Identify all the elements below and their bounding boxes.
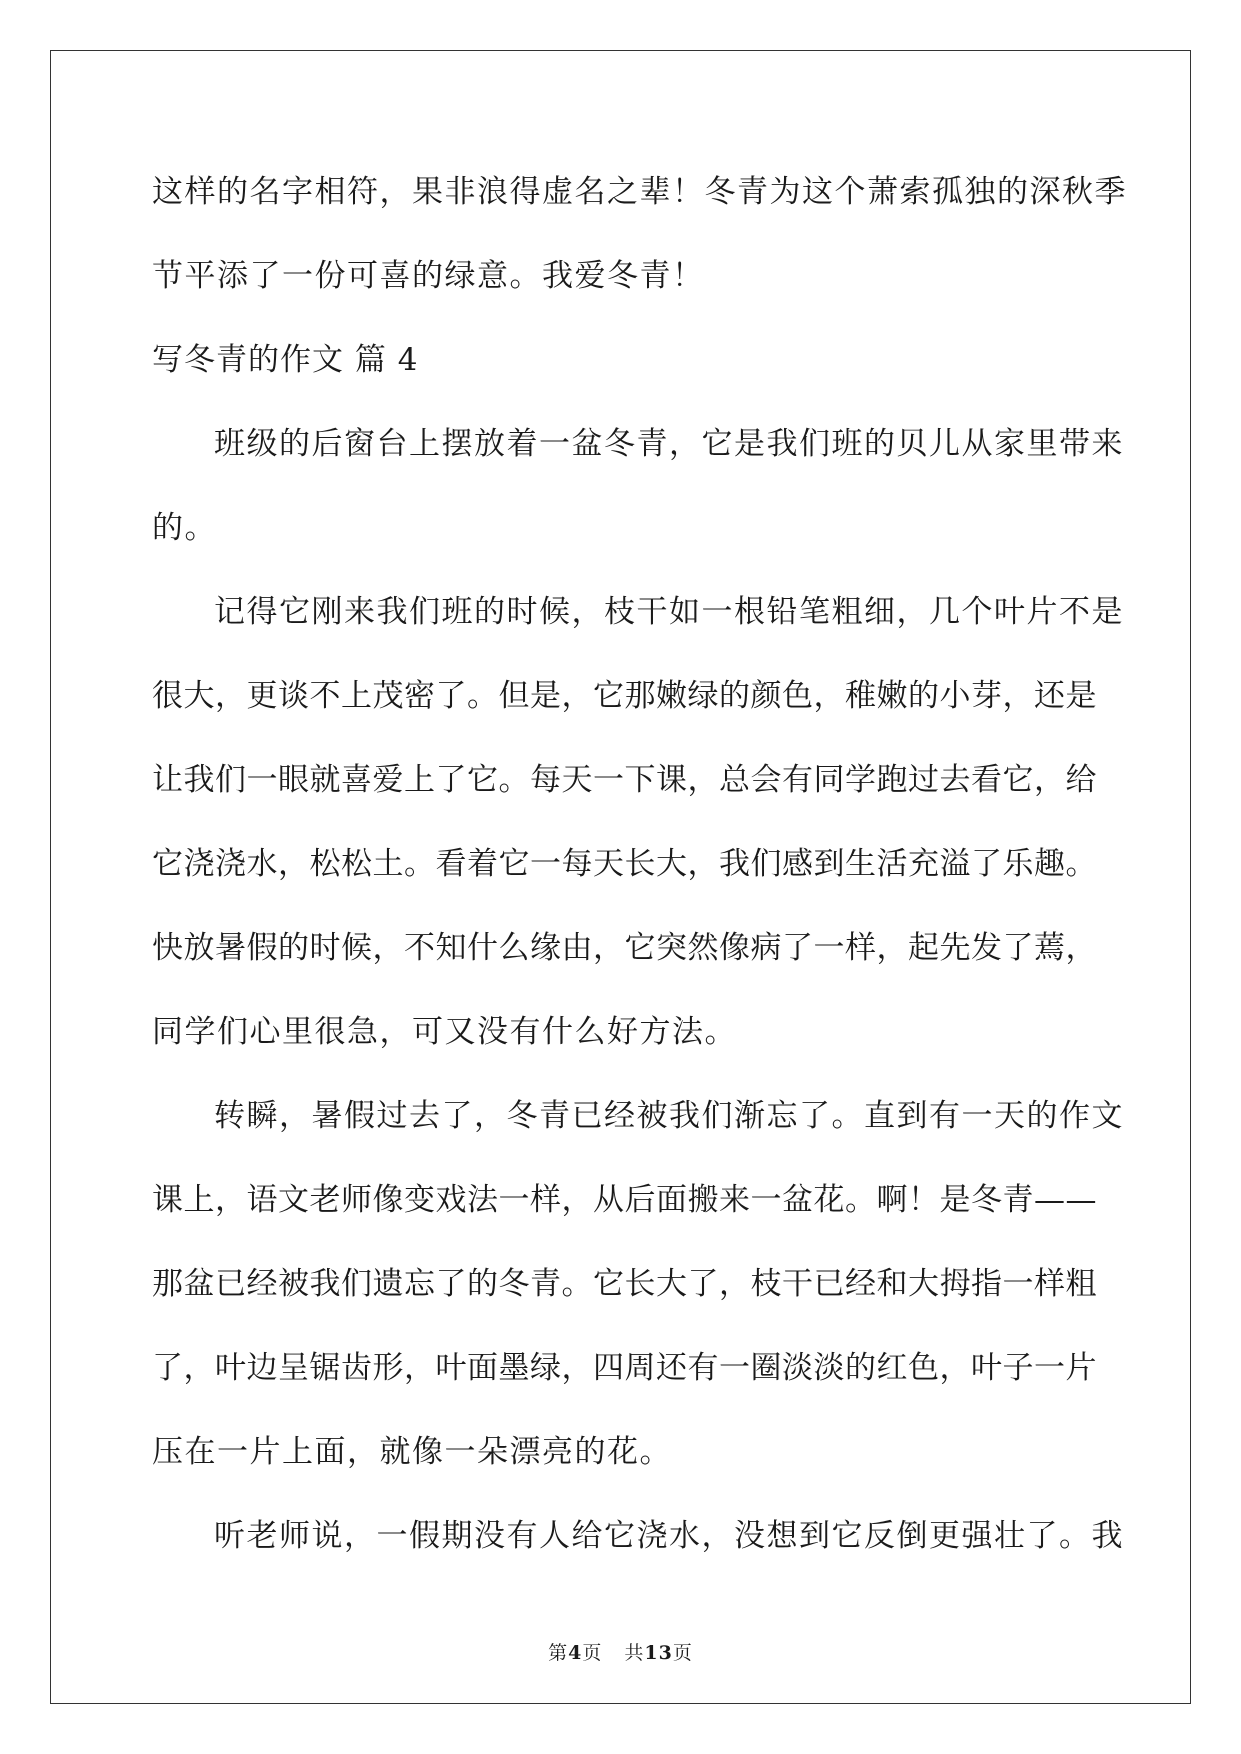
section-heading: 写冬青的作文 篇 4 — [152, 342, 419, 378]
document-body — [152, 160, 1127, 1588]
footer-prefix: 第 — [548, 1642, 569, 1664]
paragraph-first-line: 转瞬，暑假过去了，冬青已经被我们渐忘了。直到有一天的作文 — [214, 1098, 1124, 1134]
text-line: 很大，更谈不上茂密了。但是，它那嫩绿的颜色，稚嫩的小芽，还是 — [152, 678, 1097, 714]
total-pages-number: 13 — [644, 1642, 673, 1664]
text-line: 它浇浇水，松松土。看着它一每天长大，我们感到生活充溢了乐趣。 — [152, 846, 1097, 882]
text-line: 同学们心里很急，可又没有什么好方法。 — [152, 1014, 737, 1050]
paragraph-first-line: 听老师说，一假期没有人给它浇水，没想到它反倒更强壮了。我 — [214, 1518, 1124, 1554]
text-line: 压在一片上面，就像一朵漂亮的花。 — [152, 1434, 672, 1470]
current-page-number: 4 — [568, 1642, 583, 1664]
footer-total-suffix: 页 — [672, 1642, 693, 1664]
text-line: 了，叶边呈锯齿形，叶面墨绿，四周还有一圈淡淡的红色，叶子一片 — [152, 1350, 1097, 1386]
text-line: 快放暑假的时候，不知什么缘由，它突然像病了一样，起先发了蔫， — [152, 930, 1097, 966]
paragraph-first-line: 班级的后窗台上摆放着一盆冬青，它是我们班的贝儿从家里带来 — [214, 426, 1124, 462]
paragraph-first-line: 记得它刚来我们班的时候，枝干如一根铅笔粗细，几个叶片不是 — [214, 594, 1124, 630]
footer-page-suffix: 页 — [582, 1642, 603, 1664]
text-line: 这样的名字相符，果非浪得虚名之辈！冬青为这个萧索孤独的深秋季 — [152, 174, 1127, 210]
page-footer — [0, 1638, 1241, 1665]
text-line: 的。 — [152, 510, 217, 546]
text-line: 让我们一眼就喜爱上了它。每天一下课，总会有同学跑过去看它，给 — [152, 762, 1097, 798]
text-line: 课上，语文老师像变戏法一样，从后面搬来一盆花。啊！是冬青—— — [152, 1182, 1097, 1218]
text-line: 节平添了一份可喜的绿意。我爱冬青！ — [152, 258, 705, 294]
text-line: 那盆已经被我们遗忘了的冬青。它长大了，枝干已经和大拇指一样粗 — [152, 1266, 1097, 1302]
footer-total-prefix: 共 — [624, 1642, 645, 1664]
